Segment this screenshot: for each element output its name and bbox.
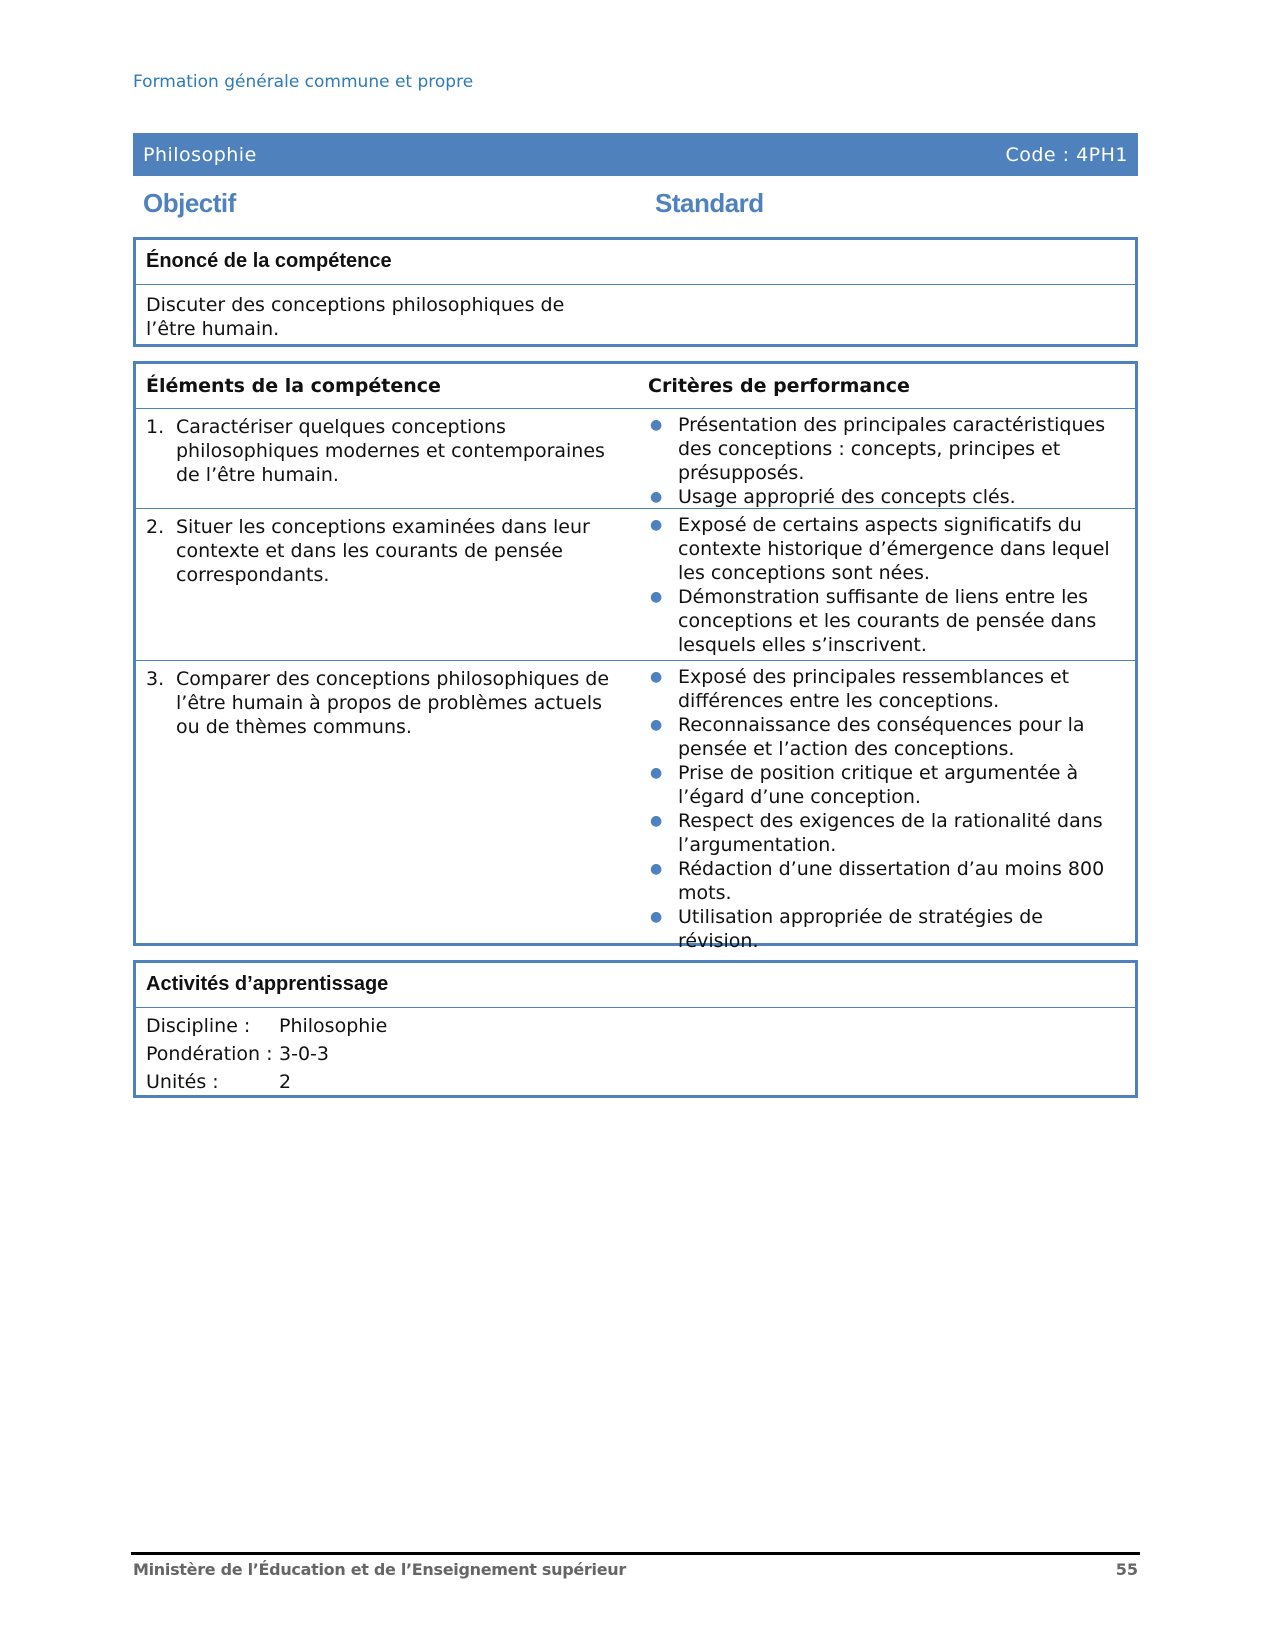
bullet-icon: ●: [650, 669, 663, 685]
footer-publisher: Ministère de l’Éducation et de l’Enseignement supérieur: [133, 1560, 626, 1579]
elements-table: [133, 361, 1138, 952]
enonce-text: Discuter des conceptions philosophiques de l’être humain.: [146, 294, 565, 340]
bullet-icon: ●: [650, 489, 663, 505]
table-row: [136, 661, 1135, 952]
element-text: Situer les conceptions examinées dans leur contexte et dans les courants de pensée correspondants.: [176, 516, 590, 586]
running-head: Formation générale commune et propre: [133, 72, 474, 92]
criterion-item: ● Usage approprié des concepts clés.: [650, 486, 1016, 508]
bullet-icon: ●: [650, 717, 663, 733]
criterion-item: ● Reconnaissance des conséquences pour la pensée et l’action des conceptions.: [650, 714, 1085, 760]
element-cell: [136, 509, 638, 660]
element-number: 2.: [146, 516, 165, 538]
criterion-item: ● Exposé des principales ressemblances et différences entre les conceptions.: [650, 666, 1070, 712]
enonce-box: [133, 237, 1138, 347]
bullet-icon: ●: [650, 517, 663, 533]
unites-row: Unités : 2: [146, 1071, 292, 1093]
objectif-heading: Objectif: [143, 188, 236, 218]
objective-standard-labels: [133, 188, 1138, 224]
criteria-cell: [638, 509, 1135, 660]
table-row: [136, 409, 1135, 509]
discipline-row: Discipline : Philosophie: [146, 1015, 388, 1037]
activites-title: Activités d’apprentissage: [136, 963, 1135, 1008]
bullet-icon: ●: [650, 417, 663, 433]
enonce-title: Énoncé de la compétence: [136, 240, 1135, 285]
course-name: Philosophie: [143, 143, 257, 166]
page-number: 55: [1115, 1560, 1138, 1579]
activites-box: [133, 960, 1138, 1098]
course-code: Code : 4PH1: [1005, 143, 1128, 166]
criterion-item: ● Prise de position critique et argumentée à l’égard d’une conception.: [650, 762, 1079, 808]
criterion-item: ● Présentation des principales caractéristiques des conceptions : concepts, principes et présupposés.: [650, 414, 1106, 484]
bullet-icon: ●: [650, 813, 663, 829]
criteria-column-header: Critères de performance: [648, 375, 910, 397]
element-cell: [136, 661, 638, 943]
criteria-cell: [638, 661, 1135, 952]
elements-column-header: Éléments de la compétence: [146, 375, 441, 397]
activites-details: [136, 1008, 1135, 1100]
bullet-icon: ●: [650, 589, 663, 605]
bullet-icon: ●: [650, 861, 663, 877]
ponderation-row: Pondération : 3-0-3: [146, 1043, 329, 1065]
criterion-item: ● Exposé de certains aspects significatifs du contexte historique d’émergence dans lequel les conceptions sont nées.: [650, 514, 1110, 584]
course-title-bar: [133, 133, 1138, 176]
criterion-item: ● Respect des exigences de la rationalité dans l’argumentation.: [650, 810, 1103, 856]
bullet-icon: ●: [650, 765, 663, 781]
criterion-item: ● Démonstration suffisante de liens entre les conceptions et les courants de pensée dans lesquels elles s’inscrivent.: [650, 586, 1097, 656]
element-text: Caractériser quelques conceptions philosophiques modernes et contemporaines de l’être humain.: [176, 416, 605, 486]
element-cell: [136, 409, 638, 508]
criteria-cell: [638, 409, 1135, 508]
element-text: Comparer des conceptions philosophiques de l’être humain à propos de problèmes actuels ou de thèmes communs.: [176, 668, 610, 738]
criterion-item: ● Utilisation appropriée de stratégies de révision.: [650, 906, 1043, 952]
footer-divider: [131, 1552, 1140, 1555]
element-number: 1.: [146, 416, 165, 438]
element-number: 3.: [146, 668, 165, 690]
bullet-icon: ●: [650, 909, 663, 925]
table-row: [136, 509, 1135, 661]
elements-table-header: [136, 364, 1135, 409]
criterion-item: ● Rédaction d’une dissertation d’au moins 800 mots.: [650, 858, 1105, 904]
standard-heading: Standard: [655, 188, 764, 218]
